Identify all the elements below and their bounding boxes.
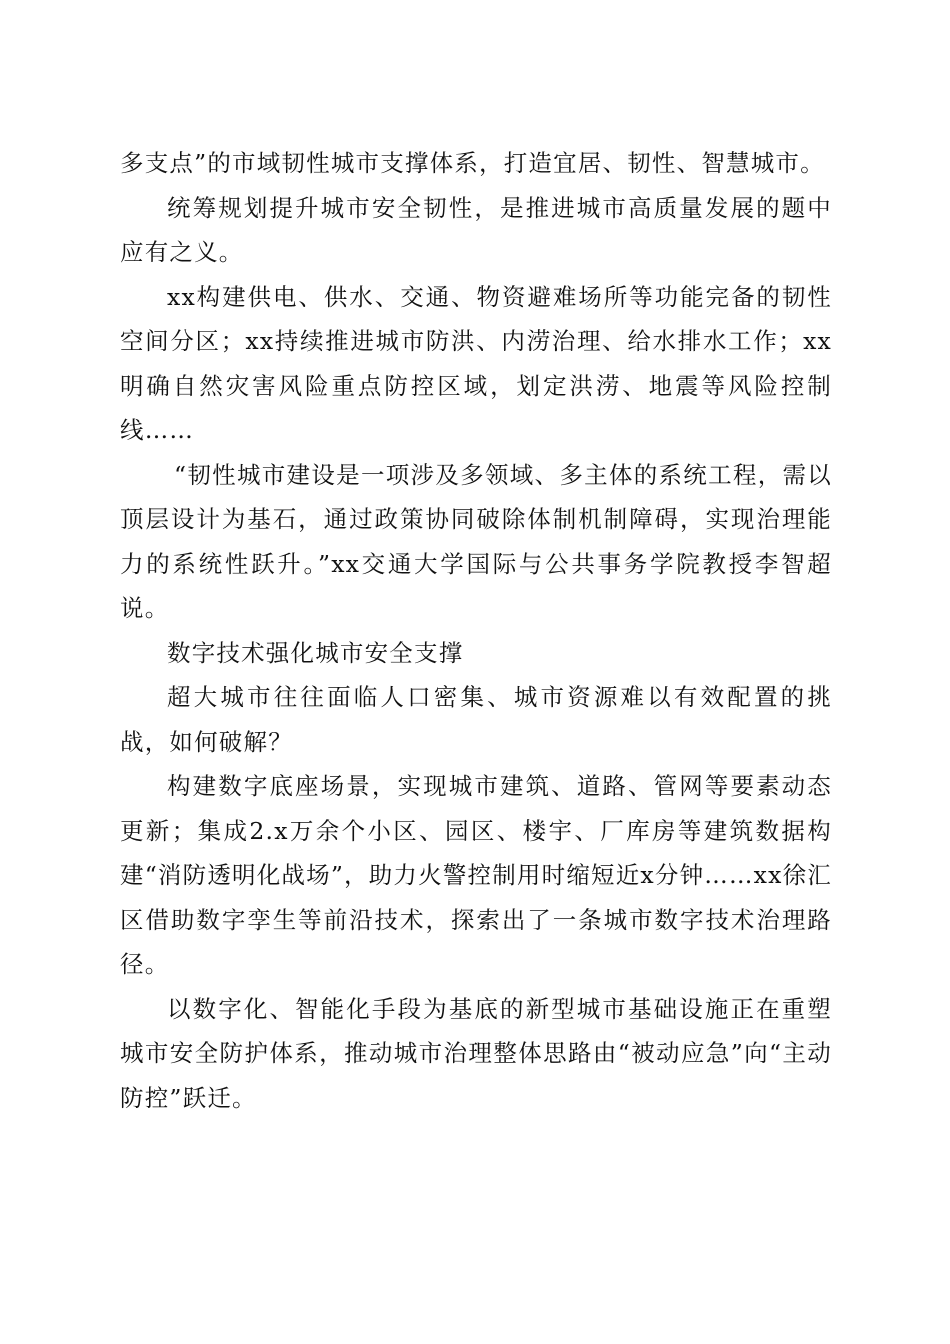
document-body [120, 141, 832, 1120]
section-heading: 数字技术强化城市安全支撑 [167, 638, 464, 667]
paragraph-digital-base: 构建数字底座场景，实现城市建筑、道路、管网等要素动态更新；集成2.x万余个小区、园区、楼宇、厂库房等建筑数据构建“消防透明化战场”，助力火警控制用时缩短近x分钟……xx徐汇区借助数字孪生等前沿技术，探索出了一条城市数字技术治理路径。 [120, 772, 832, 978]
paragraph-measures: xx构建供电、供水、交通、物资避难场所等功能完备的韧性空间分区；xx持续推进城市防洪、内涝治理、给水排水工作；xx明确自然灾害风险重点防控区域，划定洪涝、地震等风险控制线…… [120, 282, 832, 444]
paragraph-planning: 统筹规划提升城市安全韧性，是推进城市高质量发展的题中应有之义。 [120, 193, 832, 266]
paragraph-challenge: 超大城市往往面临人口密集、城市资源难以有效配置的挑战，如何破解？ [120, 683, 832, 756]
paragraph-infrastructure: 以数字化、智能化手段为基底的新型城市基础设施正在重塑城市安全防护体系，推动城市治理整体思路由“被动应急”向“主动防控”跃迁。 [120, 994, 832, 1112]
paragraph-continuation: 多支点”的市域韧性城市支撑体系，打造宜居、韧性、智慧城市。 [120, 149, 825, 177]
paragraph-quote: “韧性城市建设是一项涉及多领域、多主体的系统工程，需以顶层设计为基石，通过政策协同破除体制机制障碍，实现治理能力的系统性跃升。”xx交通大学国际与公共事务学院教授李智超说。 [120, 460, 832, 622]
